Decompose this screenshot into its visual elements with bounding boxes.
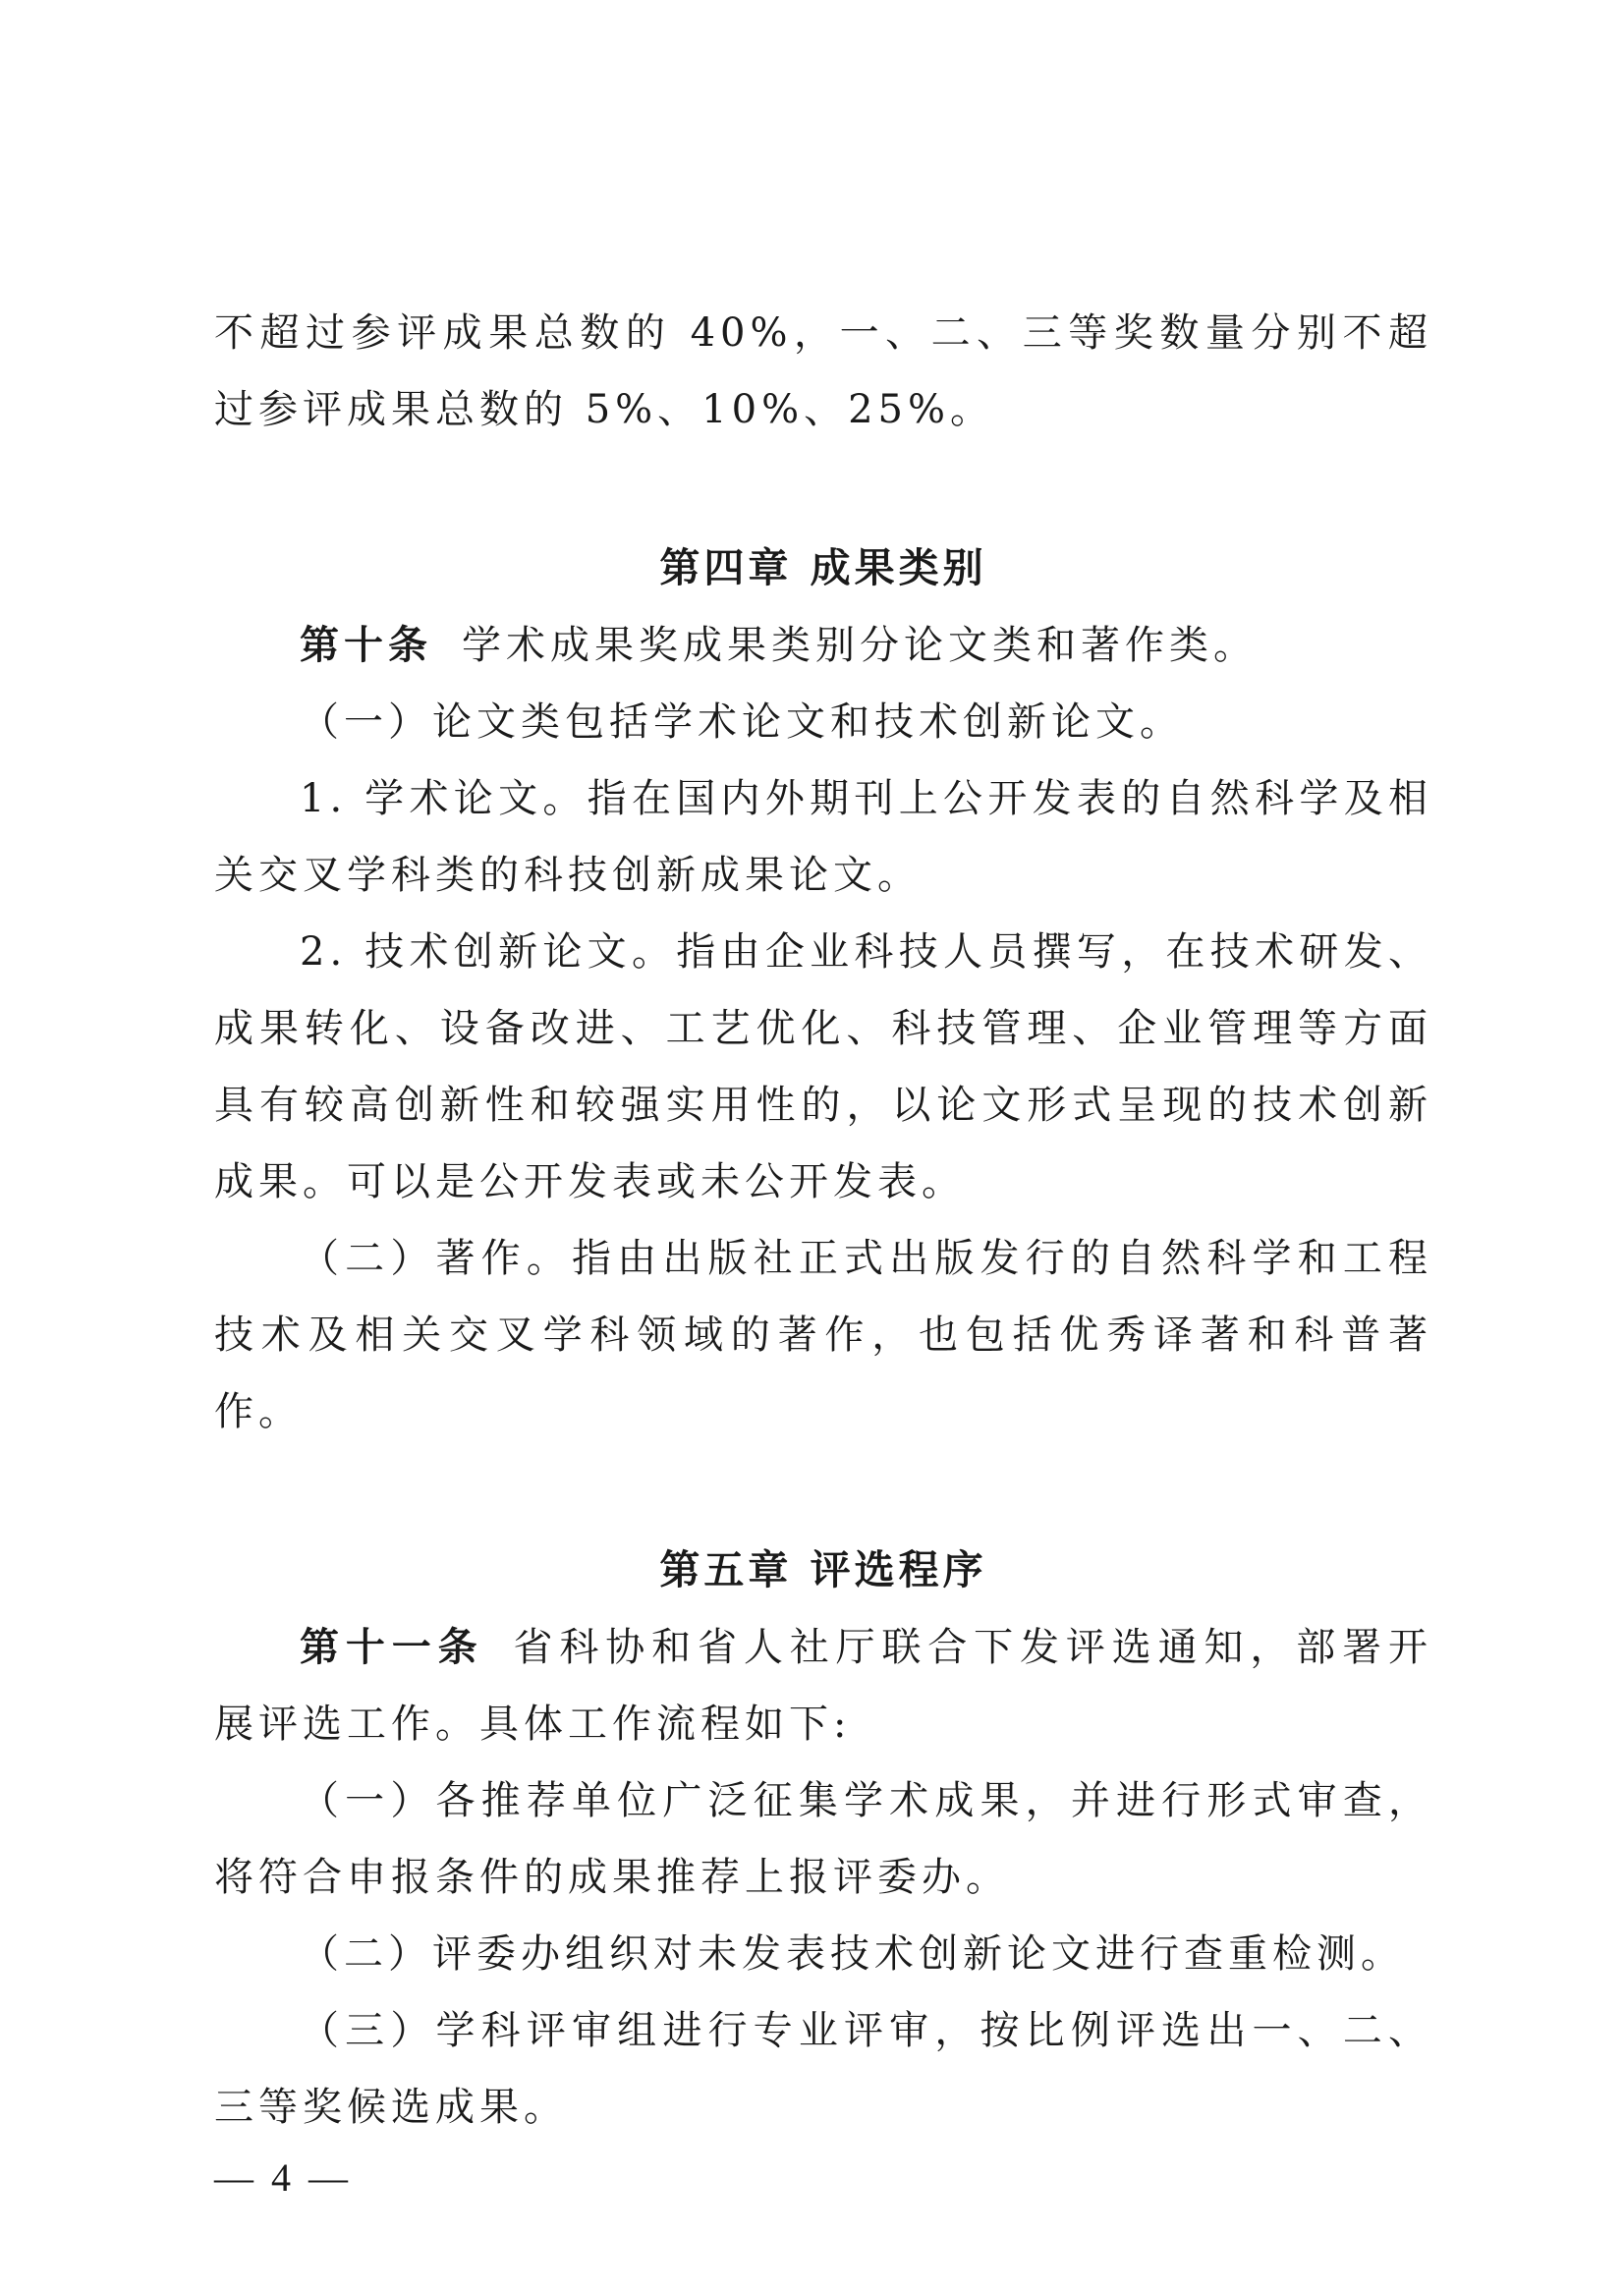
paragraph-paper-category: （一）论文类包括学术论文和技术创新论文。 [300, 699, 1184, 745]
paragraph-step-1: （一）各推荐单位广泛征集学术成果，并进行形式审查，将符合申报条件的成果推荐上报评委办。 [214, 1778, 1432, 1900]
paragraph-tech-innovation-paper: 2. 技术创新论文。指由企业科技人员撰写，在技术研发、成果转化、设备改进、工艺优化、科技管理、企业管理等方面具有较高创新性和较强实用性的，以论文形式呈现的技术创新成果。可以是公开发表或未公开发表。 [214, 929, 1432, 1204]
document-body [214, 295, 1432, 2146]
article-11-label: 第十一条 [300, 1625, 484, 1670]
article-11-text: 省科协和省人社厅联合下发评选通知，部署开展评选工作。具体工作流程如下: [214, 1625, 1433, 1747]
page-number: — 4 — [214, 2155, 352, 2200]
article-10-text: 学术成果奖成果类别分论文类和著作类。 [462, 623, 1258, 668]
article-10 [214, 607, 1432, 684]
article-10-label: 第十条 [300, 623, 432, 668]
paragraph-books: （二）著作。指由出版社正式出版发行的自然科学和工程技术及相关交叉学科领域的著作，也包括优秀译著和科普著作。 [214, 1236, 1432, 1434]
chapter-4-heading: 第四章 成果类别 [659, 544, 987, 591]
chapter-5-heading: 第五章 评选程序 [659, 1546, 987, 1593]
paragraph-academic-paper: 1. 学术论文。指在国内外期刊上公开发表的自然科学及相关交叉学科类的科技创新成果论文。 [214, 776, 1432, 898]
paragraph-step-2: （二）评委办组织对未发表技术创新论文进行查重检测。 [300, 1931, 1405, 1977]
paragraph-step-3: （三）学科评审组进行专业评审，按比例评选出一、二、三等奖候选成果。 [214, 2008, 1432, 2130]
paragraph-continuation: 不超过参评成果总数的 40%，一、二、三等奖数量分别不超过参评成果总数的 5%、10%、25%。 [214, 310, 1432, 432]
article-11 [214, 1609, 1432, 1762]
